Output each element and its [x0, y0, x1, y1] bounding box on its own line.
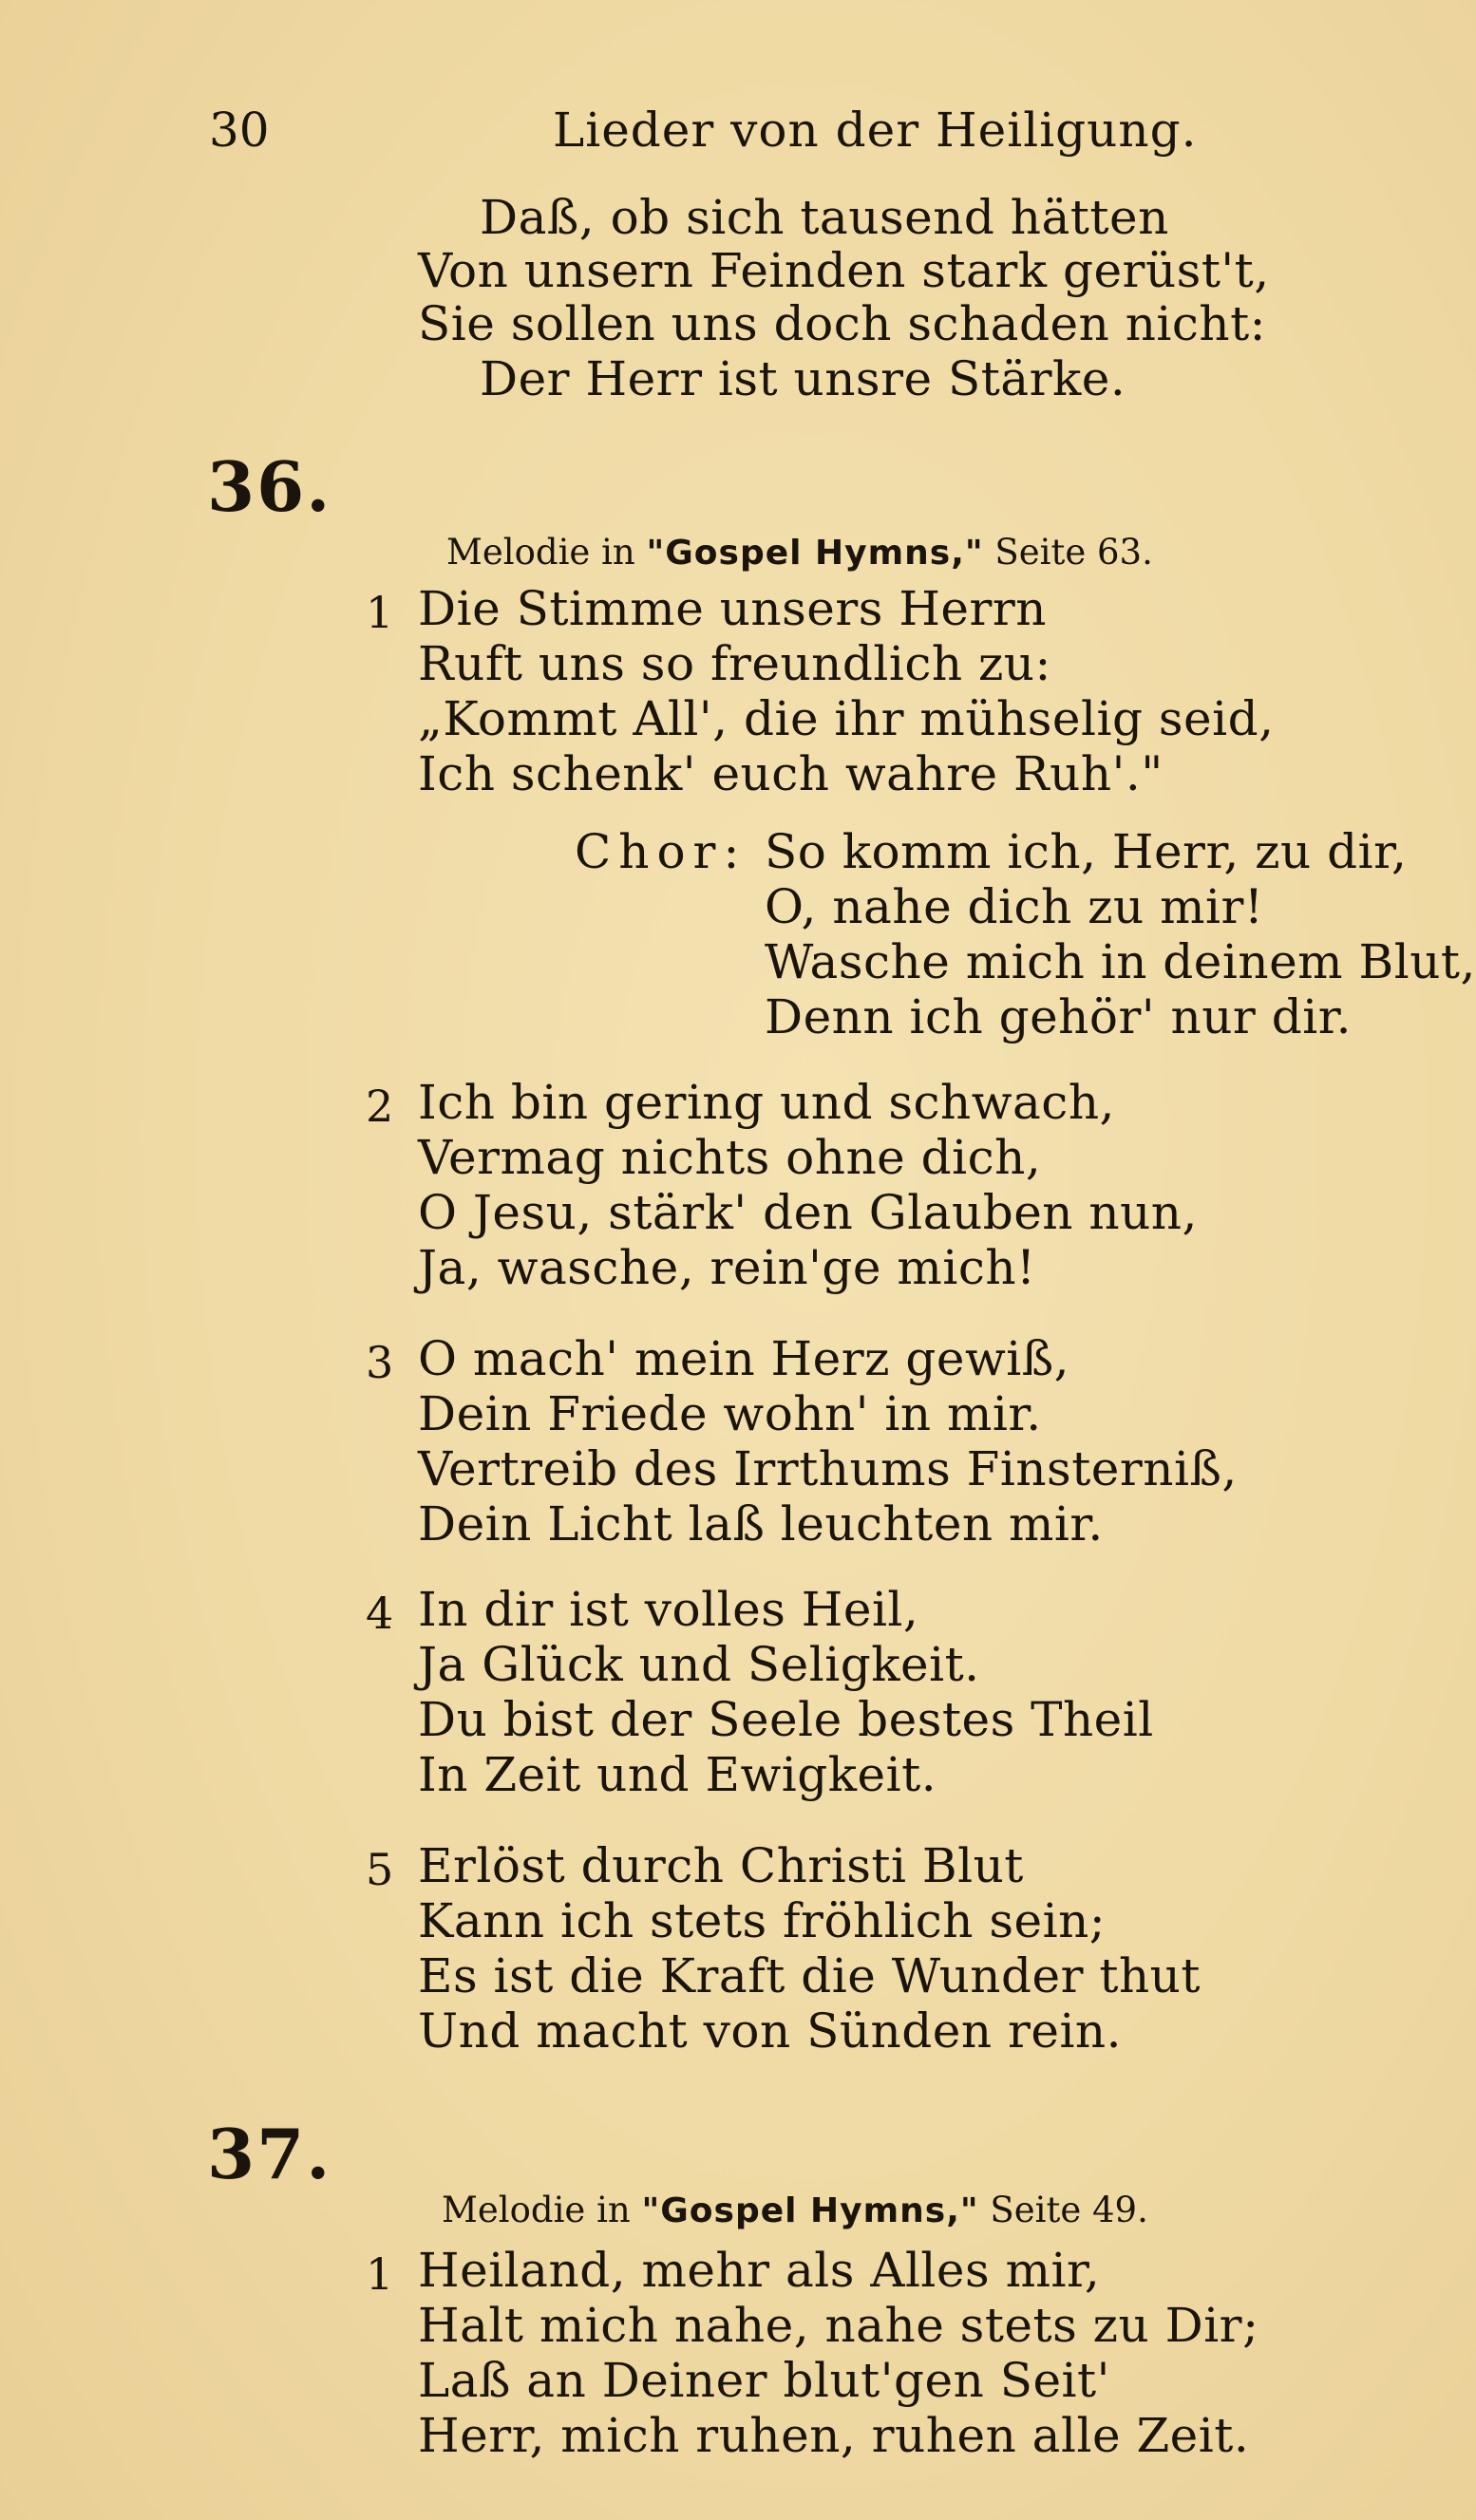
verse-line: Und macht von Sünden rein. — [418, 2003, 1123, 2059]
verse-line: In dir ist volles Heil, — [418, 1582, 919, 1637]
melody-book: "Gospel Hymns," — [641, 2191, 979, 2230]
verse-line: Halt mich nahe, nahe stets zu Dir; — [418, 2298, 1259, 2353]
verse-line: Es ist die Kraft die Wunder thut — [418, 1948, 1201, 2003]
chorus-line: O, nahe dich zu mir! — [765, 879, 1264, 934]
continuation-line: Von unsern Feinden stark gerüst't, — [418, 243, 1270, 298]
melody-page: Seite 49. — [990, 2190, 1148, 2230]
chorus-line: Denn ich gehör' nur dir. — [765, 989, 1353, 1044]
continuation-line: Der Herr ist unsre Stärke. — [480, 351, 1126, 406]
verse-line: O mach' mein Herz gewiß, — [418, 1331, 1070, 1386]
verse-line: Kann ich stets fröhlich sein; — [418, 1893, 1107, 1948]
verse-number: 2 — [366, 1081, 394, 1132]
melody-prefix: Melodie in — [446, 532, 635, 573]
verse-line: Heiland, mehr als Alles mir, — [418, 2243, 1101, 2298]
melody-note — [446, 532, 1153, 573]
verse-line: Dein Licht laß leuchten mir. — [418, 1496, 1104, 1551]
verse-line: Laß an Deiner blut'gen Seit' — [418, 2353, 1110, 2408]
verse-line: Die Stimme unsers Herrn — [418, 581, 1048, 636]
chorus-line: Wasche mich in deinem Blut, — [765, 934, 1476, 989]
page-number: 30 — [209, 103, 270, 158]
continuation-line: Daß, ob sich tausend hätten — [480, 190, 1169, 245]
hymn-number: 36. — [207, 446, 332, 527]
melody-note — [442, 2190, 1148, 2230]
verse-line: O Jesu, stärk' den Glauben nun, — [418, 1185, 1198, 1240]
verse-number: 5 — [366, 1844, 394, 1895]
verse-line: „Kommt All', die ihr mühselig seid, — [418, 691, 1275, 746]
hymn-number: 37. — [207, 2114, 332, 2194]
verse-line: Herr, mich ruhen, ruhen alle Zeit. — [418, 2408, 1250, 2463]
verse-line: In Zeit und Ewigkeit. — [418, 1747, 937, 1802]
continuation-line: Sie sollen uns doch schaden nicht: — [418, 296, 1267, 351]
verse-line: Vertreib des Irrthums Finsterniß, — [418, 1441, 1238, 1496]
verse-line: Ich bin gering und schwach, — [418, 1075, 1115, 1130]
verse-number: 4 — [366, 1588, 394, 1639]
verse-line: Du bist der Seele bestes Theil — [418, 1692, 1154, 1747]
verse-line: Ich schenk' euch wahre Ruh'." — [418, 746, 1164, 801]
verse-line: Ruft uns so freundlich zu: — [418, 636, 1051, 691]
verse-line: Erlöst durch Christi Blut — [418, 1838, 1024, 1893]
melody-page: Seite 63. — [994, 532, 1153, 573]
melody-book: "Gospel Hymns," — [646, 534, 984, 573]
running-title: Lieder von der Heiligung. — [553, 103, 1198, 158]
verse-line: Ja Glück und Seligkeit. — [418, 1637, 980, 1692]
verse-number: 1 — [366, 587, 394, 638]
chorus-label: Chor: — [575, 824, 747, 879]
verse-number: 3 — [366, 1337, 394, 1388]
verse-line: Dein Friede wohn' in mir. — [418, 1386, 1042, 1441]
verse-line: Ja, wasche, rein'ge mich! — [418, 1240, 1036, 1295]
chorus-line: So komm ich, Herr, zu dir, — [765, 824, 1408, 879]
verse-number: 1 — [366, 2248, 394, 2300]
verse-line: Vermag nichts ohne dich, — [418, 1130, 1042, 1185]
melody-prefix: Melodie in — [442, 2190, 631, 2230]
